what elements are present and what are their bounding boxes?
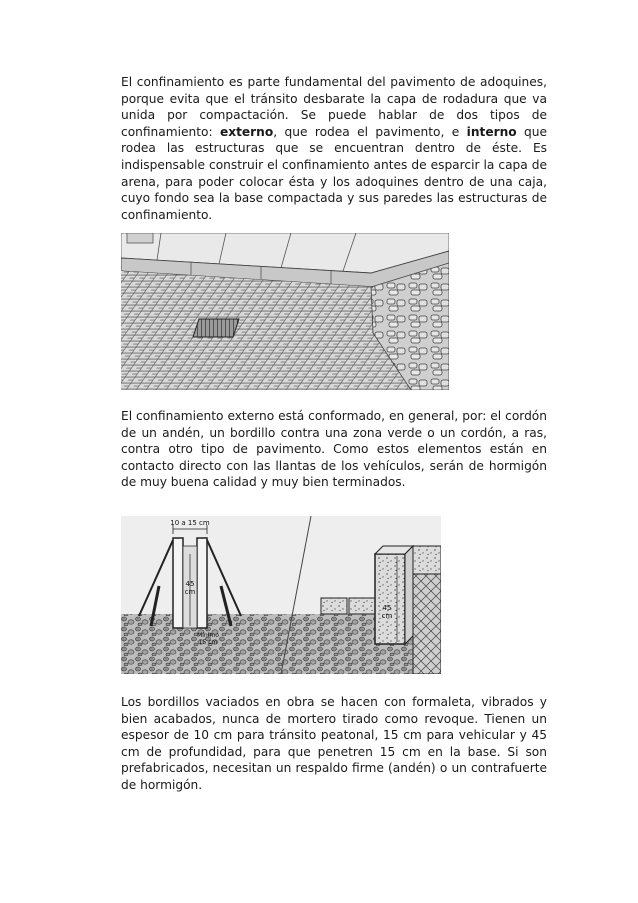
dimension-depth-right-value: 45 (382, 604, 392, 612)
paragraph-external-confinement: El confinamiento externo está conformado, en general, por: el cordón de un andén, un bordillo contra una zona verde o un cordón, a ras, contra otro tipo de pavimento. Como estos elementos están en contacto directo con las llantas de los vehículos, serán de hormigón de muy buena calidad y muy bien terminados. (121, 409, 547, 490)
dimension-top-label: 10 a 15 cm (170, 519, 210, 527)
dimension-min-label: Mínimo (197, 632, 219, 639)
dimension-min-value: 15 cm (198, 639, 218, 646)
term-interno: interno (466, 124, 517, 139)
paragraph-intro (121, 74, 547, 223)
paving-confinement-illustration (121, 233, 449, 390)
paragraph-intro-text-3: que rodea las estructuras que se encuentran dentro de éste. Es indispensable construir el confinamiento antes de esparcir la capa de arena, para poder colocar ésta y los adoquines dentro de una caja, cuyo fondo sea la base compactada y sus paredes las estructuras de confinamiento. (121, 124, 547, 222)
paragraph-intro-text-2: , que rodea el pavimento, e (273, 124, 467, 139)
curb-cross-section-diagram (121, 516, 441, 674)
paragraph-cast-curbs: Los bordillos vaciados en obra se hacen con formaleta, vibrados y bien acabados, nunca de mortero tirado como revoque. Tienen un espesor de 10 cm para tránsito peatonal, 15 cm para vehicular y 45 cm de profundidad, para que penetren 15 cm en la base. Si son prefabricados, necesitan un respaldo firme (andén) o un contrafuerte de hormigón. (121, 695, 547, 792)
paragraph-intro-text-1: El confinamiento es parte fundamental del pavimento de adoquines, porque evita que el tránsito desbarate la capa de rodadura que va unida por compactación. Se puede hablar de dos tipos de confinamiento: (121, 75, 547, 139)
dimension-depth-left-value: 45 (185, 580, 195, 588)
dimension-depth-left-unit: cm (184, 588, 196, 596)
dimension-depth-right-unit: cm (381, 612, 393, 620)
term-externo: externo (219, 124, 274, 139)
